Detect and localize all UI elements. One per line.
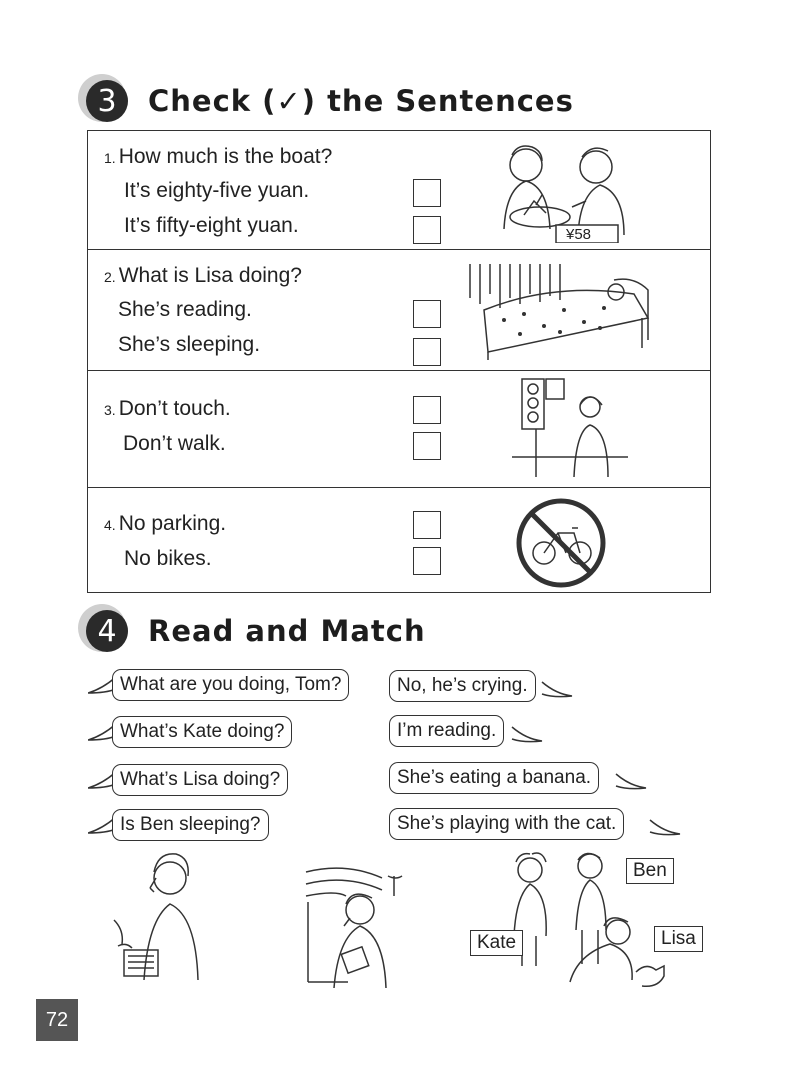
checkbox-4a[interactable] — [413, 511, 441, 539]
checkbox-4b[interactable] — [413, 547, 441, 575]
option-2a: She’s reading. — [118, 298, 252, 321]
question-1 — [104, 145, 332, 169]
left-bubble-2[interactable]: What’s Kate doing? — [112, 716, 292, 748]
question-text: No parking. — [118, 512, 227, 535]
option-1b: It’s fifty-eight yuan. — [124, 214, 299, 237]
woman-on-phone-illustration — [104, 850, 214, 990]
question-text: Don’t touch. — [118, 397, 231, 420]
question-number: 1. — [104, 150, 116, 166]
question-row-4 — [88, 488, 710, 594]
question-number: 3. — [104, 402, 116, 418]
section-3-header — [86, 80, 574, 122]
question-number: 2. — [104, 269, 116, 285]
left-bubble-4[interactable]: Is Ben sleeping? — [112, 809, 269, 841]
right-bubble-1[interactable]: No, he’s crying. — [389, 670, 536, 702]
check-table — [87, 130, 711, 593]
girl-sleeping-in-bed-illustration — [464, 260, 660, 360]
checkbox-1b[interactable] — [413, 216, 441, 244]
section-4-title: Read and Match — [148, 614, 426, 648]
right-bubble-4[interactable]: She’s playing with the cat. — [389, 808, 624, 840]
option-4a: No bikes. — [124, 547, 212, 570]
left-bubble-3[interactable]: What’s Lisa doing? — [112, 764, 288, 796]
question-3 — [104, 397, 231, 421]
traffic-light-and-girl-illustration — [512, 377, 628, 483]
question-text: What is Lisa doing? — [118, 264, 302, 287]
section-4-header — [86, 610, 426, 652]
page-number: 72 — [36, 999, 78, 1041]
checkbox-2a[interactable] — [413, 300, 441, 328]
speech-bubble-tail — [510, 725, 544, 745]
speech-bubble-tail — [648, 818, 682, 838]
question-row-2 — [88, 250, 710, 371]
label-lisa: Lisa — [654, 926, 703, 952]
option-3a: Don’t walk. — [123, 432, 226, 455]
price-tag-text: ¥58 — [566, 226, 592, 243]
question-2 — [104, 264, 302, 288]
question-number: 4. — [104, 517, 116, 533]
left-bubble-1[interactable]: What are you doing, Tom? — [112, 669, 349, 701]
checkbox-3b[interactable] — [413, 432, 441, 460]
section-4-number-badge: 4 — [86, 610, 128, 652]
right-bubble-3[interactable]: She’s eating a banana. — [389, 762, 599, 794]
question-4 — [104, 512, 226, 536]
question-row-1 — [88, 131, 710, 250]
speech-bubble-tail — [614, 772, 648, 792]
no-bikes-sign-icon — [514, 498, 608, 588]
label-kate: Kate — [470, 930, 523, 956]
section-3-title: Check (✓) the Sentences — [148, 84, 574, 118]
question-row-3 — [88, 371, 710, 488]
section-3-number-badge: 3 — [86, 80, 128, 122]
boy-reading-on-phone-illustration — [304, 862, 414, 992]
right-bubble-2[interactable]: I’m reading. — [389, 715, 504, 747]
checkbox-1a[interactable] — [413, 179, 441, 207]
option-2b: She’s sleeping. — [118, 333, 261, 356]
checkbox-2b[interactable] — [413, 338, 441, 366]
label-ben: Ben — [626, 858, 674, 884]
boys-with-toy-boat-illustration — [486, 139, 646, 243]
speech-bubble-tail — [540, 680, 574, 700]
checkbox-3a[interactable] — [413, 396, 441, 424]
question-text: How much is the boat? — [118, 145, 333, 168]
option-1a: It’s eighty-five yuan. — [124, 179, 310, 202]
price-tag — [556, 225, 618, 243]
